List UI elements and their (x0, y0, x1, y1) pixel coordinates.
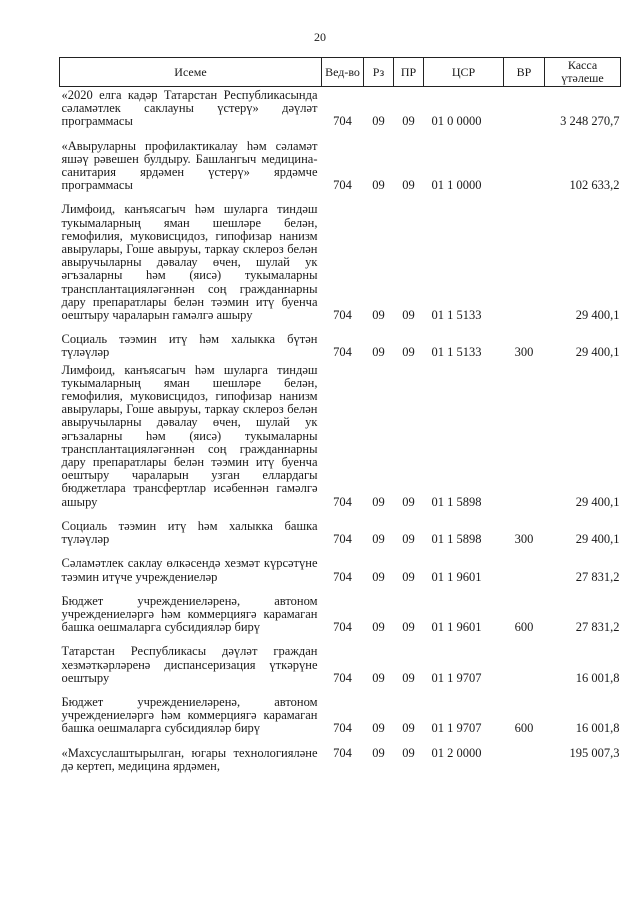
row-name: Бюджет учреждениеләренә, автоном учреждениеләргә һәм коммерциягә карамаган башка оешмаларга субсидияләр бирү (61, 694, 318, 736)
row-vr: 600 (514, 620, 534, 635)
row-vr: 600 (514, 721, 534, 736)
row-pr: 09 (402, 721, 415, 736)
row-amount: 16 001,8 (575, 721, 620, 736)
row-pr: 09 (402, 308, 415, 323)
row-vr: 300 (514, 532, 534, 547)
row-name: Сәламәтлек саклау өлкәсендә хезмәт күрсәтүне тәэмин итүче учреждениеләр (61, 556, 318, 584)
row-name: Социаль тәэмин итү һәм халыкка бүтән түләүләр (61, 332, 318, 360)
row-amount: 29 400,1 (575, 494, 620, 509)
row-amount: 102 633,2 (569, 178, 620, 193)
row-csr: 01 1 9707 (431, 670, 482, 685)
row-csr: 01 1 9601 (431, 620, 482, 635)
row-csr: 01 1 9707 (431, 721, 482, 736)
row-amount: 27 831,2 (575, 569, 620, 584)
row-ved: 704 (333, 620, 352, 635)
table-row (60, 548, 621, 585)
row-amount: 195 007,3 (569, 745, 620, 760)
row-vr (504, 636, 545, 687)
row-ved: 704 (333, 532, 352, 547)
row-amount: 29 400,1 (575, 532, 620, 547)
row-rz: 09 (372, 178, 385, 193)
header-pr: ПР (394, 58, 424, 87)
row-vr (504, 194, 545, 324)
header-ved: Вед-во (322, 58, 364, 87)
row-csr: 01 1 5133 (431, 345, 482, 360)
row-pr: 09 (402, 178, 415, 193)
row-pr: 09 (402, 569, 415, 584)
row-amount: 16 001,8 (575, 670, 620, 685)
row-ved: 704 (333, 670, 352, 685)
row-pr: 09 (402, 532, 415, 547)
row-rz: 09 (372, 670, 385, 685)
page-number: 20 (314, 30, 326, 44)
row-csr: 01 2 0000 (431, 745, 482, 760)
row-vr: 300 (514, 345, 534, 360)
row-name: Татарстан Республикасы дәүләт граждан хезмәткәрләренә диспансеризация үткәрүне оештыру (61, 644, 318, 685)
row-csr: 01 1 9601 (431, 569, 482, 584)
row-vr (504, 362, 545, 511)
row-name: «Махсуслаштырылган, югары технологияләне дә кертеп, медицина ярдәмен, (61, 745, 318, 773)
row-ved: 704 (333, 494, 352, 509)
header-rz: Рз (364, 58, 394, 87)
header-amount: Касса үтәлеше (545, 58, 621, 87)
row-rz: 09 (372, 745, 385, 760)
row-rz: 09 (372, 345, 385, 360)
row-ved: 704 (333, 114, 352, 129)
row-amount: 27 831,2 (575, 620, 620, 635)
row-name: Лимфоид, канъясагыч һәм шуларга тиндәш тукымаларның яман шешләре белән, гемофилия, муковисцидоз, гипофизар нанизм авырулары, Гоше авыруы, таркау склероз белән авыручыларны дәвалау өчен, шулай ук әгъзаларны һәм (яисә) тукымаларны трансплантацияләгәннән соң гражданнарны дару препаратлары белән тәэмин итү буенча оештыру чараларын узган еллардагы бюджетлара трансфертлар исәбеннән гамәлгә ашыру (61, 362, 318, 509)
row-amount: 29 400,1 (575, 308, 620, 323)
row-ved: 704 (333, 569, 352, 584)
row-name: «2020 елга кадәр Татарстан Республикасында сәламәтлек саклауны үстерү» дәүләт программасы (61, 88, 318, 129)
table-row (60, 131, 621, 195)
table-row (60, 586, 621, 637)
row-amount: 3 248 270,7 (560, 114, 620, 129)
row-rz: 09 (372, 114, 385, 129)
row-name: Социаль тәэмин итү һәм халыкка башка түләүләр (61, 518, 318, 547)
row-rz: 09 (372, 620, 385, 635)
table-row (60, 87, 621, 131)
row-ved: 704 (333, 745, 352, 760)
row-name: Лимфоид, канъясагыч һәм шуларга тиндәш тукымаларның яман шешләре белән, гемофилия, муковисцидоз, гипофизар нанизм авырулары, Гоше авыруы, таркау склероз белән авыручыларны дәвалау өчен, шулай ук әгъзаларны һәм (яисә) тукымаларны трансплантацияләгәннән соң гражданнарны дару препаратлары белән тәэмин итү буенча оештыру чараларын гамәлгә ашыру (61, 202, 318, 323)
row-rz: 09 (372, 308, 385, 323)
row-rz: 09 (372, 494, 385, 509)
table-row (60, 362, 621, 511)
row-pr: 09 (402, 670, 415, 685)
row-pr: 09 (402, 345, 415, 360)
table-row (60, 738, 621, 775)
row-vr (504, 131, 545, 195)
row-ved: 704 (333, 345, 352, 360)
row-rz: 09 (372, 721, 385, 736)
row-csr: 01 1 5133 (431, 308, 482, 323)
row-pr: 09 (402, 114, 415, 129)
row-vr (504, 738, 545, 775)
row-pr: 09 (402, 745, 415, 760)
row-pr: 09 (402, 494, 415, 509)
row-pr: 09 (402, 620, 415, 635)
row-rz: 09 (372, 532, 385, 547)
row-csr: 01 1 5898 (431, 532, 482, 547)
table-row (60, 687, 621, 738)
row-csr: 01 1 0000 (431, 178, 482, 193)
row-name: «Авыруларны профилактикалау һәм сәламәт яшәү рәвешен булдыру. Башлангыч медицина-санитария ярдәмен үстерү» ярдәмче программасы (61, 138, 318, 193)
row-ved: 704 (333, 178, 352, 193)
row-ved: 704 (333, 308, 352, 323)
table-row (60, 324, 621, 361)
row-rz: 09 (372, 569, 385, 584)
table-row (60, 511, 621, 548)
header-csr: ЦСР (424, 58, 504, 87)
row-vr (504, 87, 545, 131)
row-csr: 01 1 5898 (431, 494, 482, 509)
header-name: Исеме (60, 58, 322, 87)
row-amount: 29 400,1 (575, 345, 620, 360)
row-ved: 704 (333, 721, 352, 736)
table-header-row (60, 58, 621, 87)
table-row (60, 194, 621, 324)
header-vr: ВР (504, 58, 545, 87)
row-vr (504, 548, 545, 585)
budget-table (59, 57, 621, 775)
row-name: Бюджет учреждениеләренә, автоном учреждениеләргә һәм коммерциягә карамаган башка оешмаларга субсидияләр бирү (61, 593, 318, 635)
row-csr: 01 0 0000 (431, 114, 482, 129)
table-row (60, 636, 621, 687)
